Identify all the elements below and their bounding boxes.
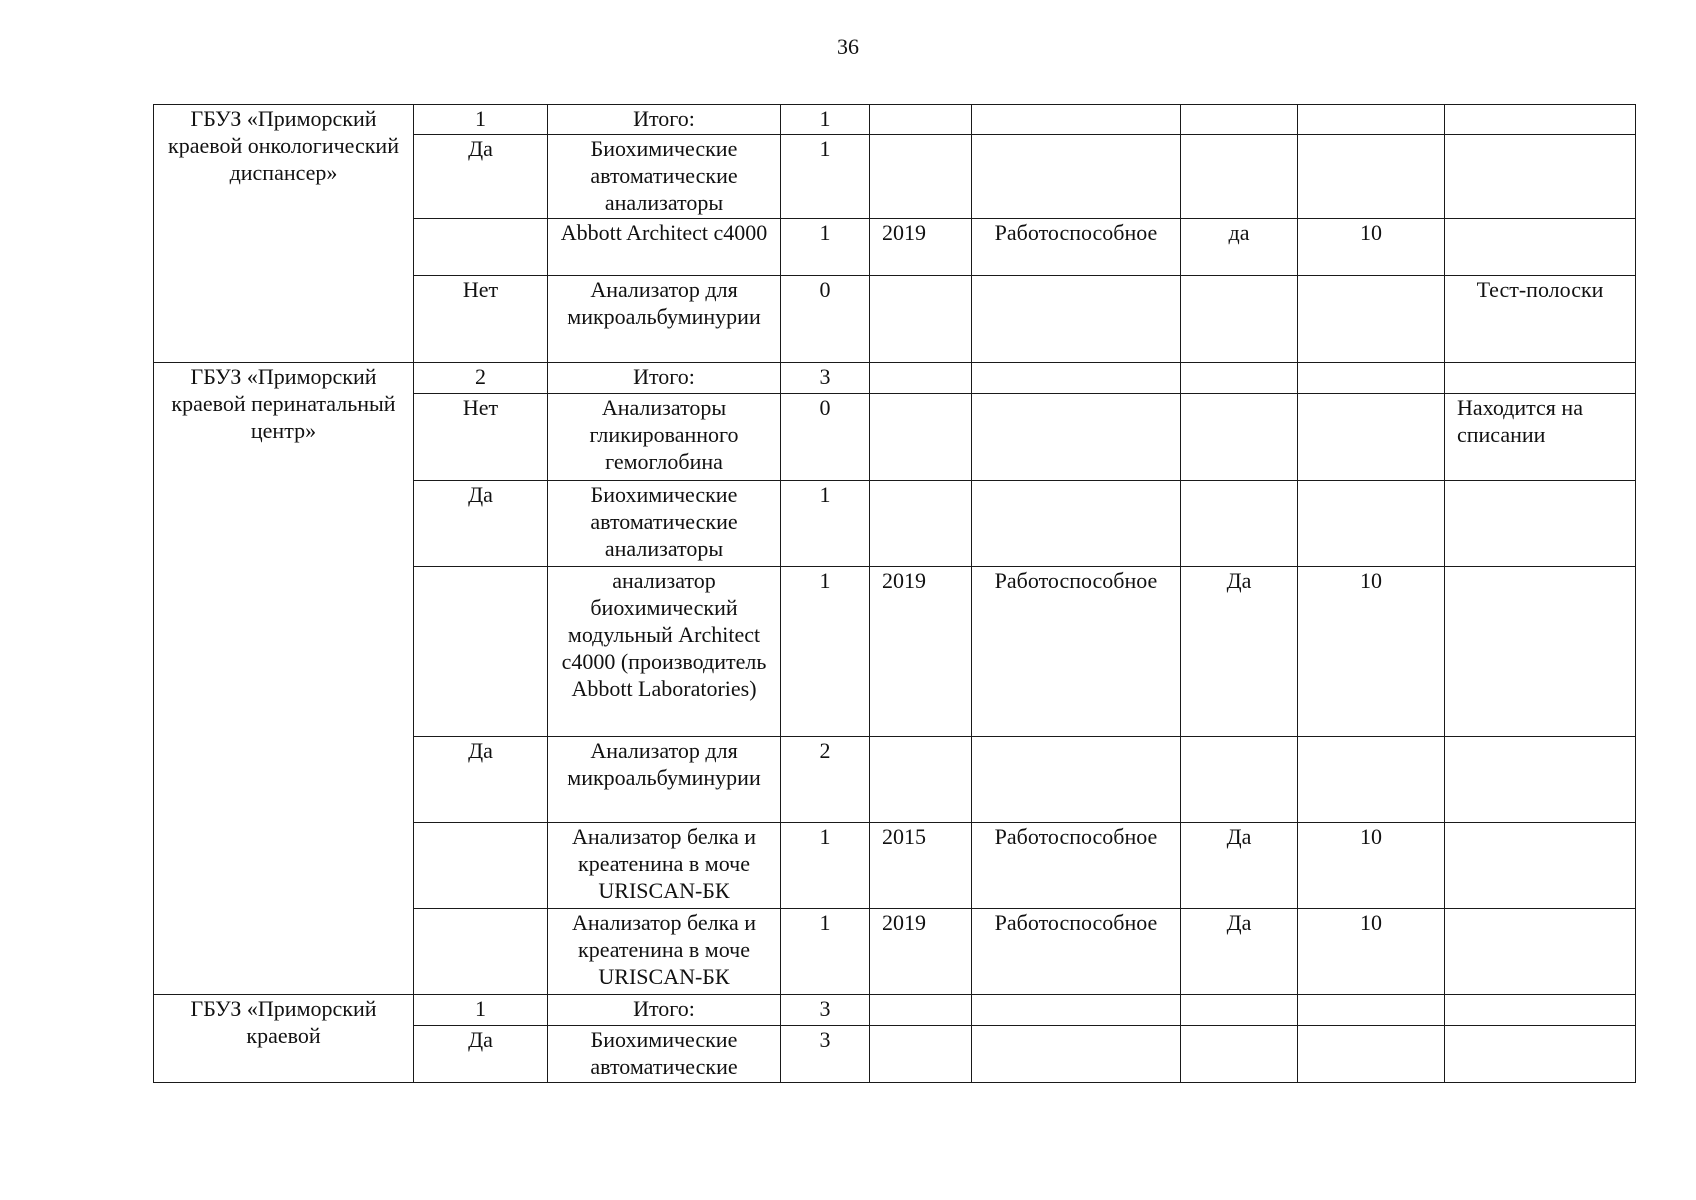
table-cell: 3 bbox=[781, 363, 870, 394]
table-cell bbox=[414, 823, 548, 909]
table-row bbox=[154, 363, 1636, 394]
table-cell bbox=[1445, 737, 1636, 823]
table-row bbox=[154, 105, 1636, 135]
table-cell bbox=[870, 1026, 972, 1083]
table-cell bbox=[414, 909, 548, 995]
table-cell: 10 bbox=[1298, 823, 1445, 909]
table-cell bbox=[1298, 135, 1445, 219]
table-cell bbox=[1298, 1026, 1445, 1083]
table-cell: 0 bbox=[781, 394, 870, 481]
table-cell bbox=[1181, 995, 1298, 1026]
table-cell: Работоспособное bbox=[972, 567, 1181, 737]
table-cell: Биохимические автоматические bbox=[548, 1026, 781, 1083]
organization-cell: ГБУЗ «Приморский краевой bbox=[154, 995, 414, 1083]
table-cell bbox=[414, 567, 548, 737]
table-cell bbox=[1181, 737, 1298, 823]
table-cell: Итого: bbox=[548, 995, 781, 1026]
table-cell: Нет bbox=[414, 394, 548, 481]
table-cell: Биохимические автоматические анализаторы bbox=[548, 481, 781, 567]
table-cell: Нет bbox=[414, 276, 548, 363]
table-cell: 2 bbox=[781, 737, 870, 823]
table-cell bbox=[1445, 1026, 1636, 1083]
table-cell bbox=[870, 363, 972, 394]
table-cell bbox=[972, 1026, 1181, 1083]
table-cell bbox=[972, 394, 1181, 481]
table-cell: Анализатор для микроальбуминурии bbox=[548, 276, 781, 363]
table-cell bbox=[1445, 135, 1636, 219]
table-cell: 1 bbox=[781, 823, 870, 909]
table-cell: 2019 bbox=[870, 909, 972, 995]
table-cell bbox=[1445, 995, 1636, 1026]
table-cell bbox=[1445, 219, 1636, 276]
table-cell: Да bbox=[1181, 567, 1298, 737]
table-cell: да bbox=[1181, 219, 1298, 276]
table-cell bbox=[870, 394, 972, 481]
table-cell bbox=[972, 995, 1181, 1026]
table-cell bbox=[1298, 363, 1445, 394]
table-cell: Работоспособное bbox=[972, 909, 1181, 995]
table-cell: 2019 bbox=[870, 219, 972, 276]
table-cell: 2015 bbox=[870, 823, 972, 909]
table-cell bbox=[1298, 276, 1445, 363]
table-cell: Работоспособное bbox=[972, 823, 1181, 909]
table-cell: 10 bbox=[1298, 219, 1445, 276]
table-cell: 1 bbox=[781, 909, 870, 995]
table-cell: 1 bbox=[781, 567, 870, 737]
table-cell: Да bbox=[1181, 909, 1298, 995]
table-cell: Анализаторы гликированного гемоглобина bbox=[548, 394, 781, 481]
table-cell bbox=[870, 105, 972, 135]
table-cell: Тест-полоски bbox=[1445, 276, 1636, 363]
table-cell bbox=[1298, 737, 1445, 823]
table-cell bbox=[972, 363, 1181, 394]
table-cell: 10 bbox=[1298, 909, 1445, 995]
table-cell bbox=[972, 737, 1181, 823]
table-cell bbox=[1181, 135, 1298, 219]
table-cell: 1 bbox=[781, 105, 870, 135]
table-cell: Abbott Architect c4000 bbox=[548, 219, 781, 276]
table-cell: 3 bbox=[781, 1026, 870, 1083]
table-cell bbox=[1181, 394, 1298, 481]
table-cell: 2 bbox=[414, 363, 548, 394]
table-cell bbox=[414, 219, 548, 276]
table-cell bbox=[1445, 909, 1636, 995]
table-cell bbox=[1298, 481, 1445, 567]
table-cell bbox=[870, 276, 972, 363]
table-cell bbox=[1445, 105, 1636, 135]
table-cell: Анализатор для микроальбуминурии bbox=[548, 737, 781, 823]
table-cell bbox=[1181, 481, 1298, 567]
table-cell: Работоспособное bbox=[972, 219, 1181, 276]
table-cell bbox=[870, 737, 972, 823]
page-number: 36 bbox=[837, 34, 859, 59]
table-cell: Анализатор белка и креатенина в моче URISCAN-БК bbox=[548, 823, 781, 909]
table-cell: Находится на списании bbox=[1445, 394, 1636, 481]
table-cell bbox=[1445, 363, 1636, 394]
table-cell: 0 bbox=[781, 276, 870, 363]
table-cell bbox=[972, 276, 1181, 363]
table-cell bbox=[870, 481, 972, 567]
table-cell: Биохимические автоматические анализаторы bbox=[548, 135, 781, 219]
table-cell: 1 bbox=[781, 135, 870, 219]
table-cell bbox=[1445, 567, 1636, 737]
table-cell: 1 bbox=[781, 219, 870, 276]
table-cell: Да bbox=[414, 481, 548, 567]
table-cell bbox=[1445, 823, 1636, 909]
table-row bbox=[154, 995, 1636, 1026]
table-cell: анализатор биохимический модульный Architect c4000 (производитель Abbott Laboratories) bbox=[548, 567, 781, 737]
table-cell bbox=[972, 481, 1181, 567]
table-cell: 10 bbox=[1298, 567, 1445, 737]
table-cell bbox=[1181, 105, 1298, 135]
table-cell: Да bbox=[414, 1026, 548, 1083]
table-cell: Анализатор белка и креатенина в моче URISCAN-БК bbox=[548, 909, 781, 995]
table-cell: Итого: bbox=[548, 363, 781, 394]
table-cell bbox=[1181, 1026, 1298, 1083]
table-cell bbox=[870, 135, 972, 219]
organization-cell: ГБУЗ «Приморский краевой перинатальный центр» bbox=[154, 363, 414, 995]
table-cell bbox=[1181, 363, 1298, 394]
table-cell bbox=[1181, 276, 1298, 363]
table-cell: 2019 bbox=[870, 567, 972, 737]
table-cell: Да bbox=[414, 737, 548, 823]
table-cell: Итого: bbox=[548, 105, 781, 135]
table-cell: Да bbox=[1181, 823, 1298, 909]
table-cell: 3 bbox=[781, 995, 870, 1026]
organization-cell: ГБУЗ «Приморский краевой онкологический диспансер» bbox=[154, 105, 414, 363]
table-cell bbox=[1298, 394, 1445, 481]
table-cell bbox=[972, 135, 1181, 219]
table-cell bbox=[972, 105, 1181, 135]
table-cell bbox=[1298, 995, 1445, 1026]
table-cell: 1 bbox=[414, 105, 548, 135]
table-cell bbox=[1298, 105, 1445, 135]
table-cell bbox=[1445, 481, 1636, 567]
equipment-table bbox=[153, 104, 1636, 1083]
table-cell bbox=[870, 995, 972, 1026]
table-cell: 1 bbox=[781, 481, 870, 567]
table-cell: Да bbox=[414, 135, 548, 219]
table-cell: 1 bbox=[414, 995, 548, 1026]
